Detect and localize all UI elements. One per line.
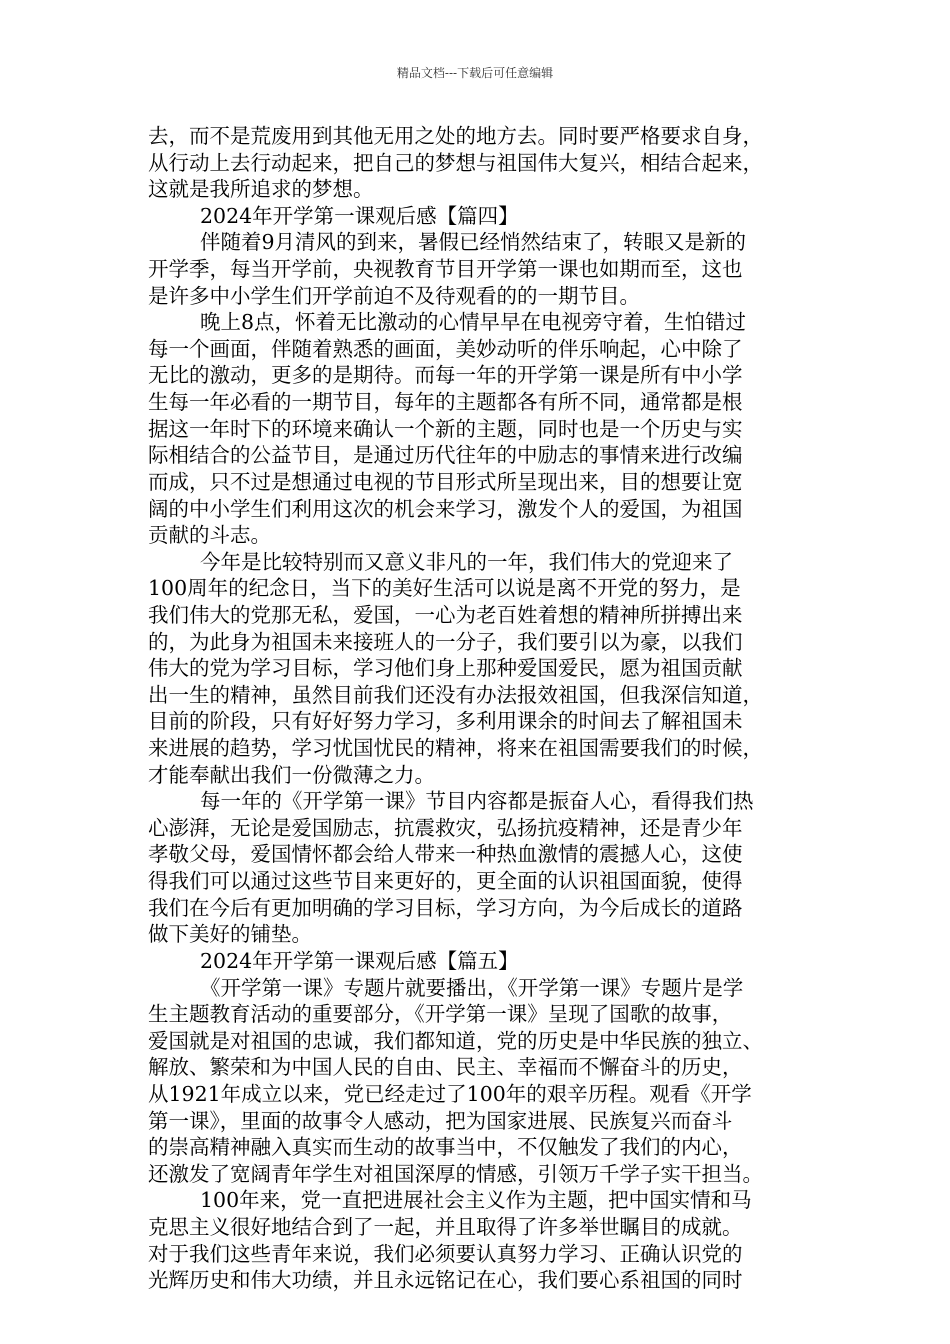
text-line: 孝敬父母，爱国情怀都会给人带来一种热血激情的震撼人心，这使	[148, 842, 743, 867]
text-line: 是许多中小学生们开学前迫不及待观看的的一期节目。	[148, 283, 640, 308]
text-line: 解放、繁荣和为中国人民的自由、民主、幸福而不懈奋斗的历史，	[148, 1055, 743, 1080]
text-line: 做下美好的铺垫。	[148, 922, 312, 947]
text-line: 阔的中小学生们利用这次的机会来学习，激发个人的爱国，为祖国	[148, 496, 743, 521]
text-line: 伴随着9月清风的到来，暑假已经悄然结束了，转眼又是新的	[200, 230, 747, 255]
text-line: 才能奉献出我们一份微薄之力。	[148, 762, 435, 787]
text-line: 无比的激动，更多的是期待。而每一年的开学第一课是所有中小学	[148, 363, 743, 388]
text-line: 的，为此身为祖国未来接班人的一分子，我们要引以为豪，以我们	[148, 629, 743, 654]
text-line: 我们在今后有更加明确的学习目标，学习方向，为今后成长的道路	[148, 895, 743, 920]
text-line: 100周年的纪念日，当下的美好生活可以说是离不开党的努力，是	[148, 576, 741, 601]
page-header: 精品文档---下载后可任意编辑	[396, 66, 554, 80]
text-line: 目前的阶段，只有好好努力学习，多利用课余的时间去了解祖国未	[148, 709, 743, 734]
text-line: 从行动上去行动起来，把自己的梦想与祖国伟大复兴，相结合起来，	[148, 150, 763, 175]
text-line: 据这一年时下的环境来确认一个新的主题，同时也是一个历史与实	[148, 416, 743, 441]
text-line: 每一年的《开学第一课》节目内容都是振奋人心，看得我们热	[200, 789, 754, 814]
text-line: 这就是我所追求的梦想。	[148, 177, 374, 202]
text-line: 来进展的趋势，学习忧国忧民的精神，将来在祖国需要我们的时候，	[148, 736, 763, 761]
text-line: 今年是比较特别而又意义非凡的一年，我们伟大的党迎来了	[200, 549, 733, 574]
text-line: 出一生的精神，虽然目前我们还没有办法报效祖国，但我深信知道，	[148, 682, 763, 707]
text-line: 每一个画面，伴随着熟悉的画面，美妙动听的伴乐响起，心中除了	[148, 336, 743, 361]
text-line: 开学季，每当开学前，央视教育节目开学第一课也如期而至，这也	[148, 257, 743, 282]
text-line: 光辉历史和伟大功绩，并且永远铭记在心，我们要心系祖国的同时	[148, 1268, 743, 1293]
text-line: 而成，只不过是想通过电视的节目形式所呈现出来，目的想要让宽	[148, 469, 743, 494]
text-line: 从1921年成立以来，党已经走过了100年的艰辛历程。观看《开学	[148, 1081, 752, 1106]
text-line: 生主题教育活动的重要部分，《开学第一课》呈现了国歌的故事，	[148, 1002, 733, 1027]
text-line: 对于我们这些青年来说，我们必须要认真努力学习、正确认识党的	[148, 1241, 743, 1266]
text-line: 第一课》，里面的故事令人感动，把为国家进展、民族复兴而奋斗	[148, 1108, 733, 1133]
text-line: 《开学第一课》专题片就要播出，《开学第一课》专题片是学	[200, 975, 744, 1000]
text-line: 贡献的斗志。	[148, 523, 271, 548]
text-line: 爱国就是对祖国的忠诚，我们都知道，党的历史是中华民族的独立、	[148, 1028, 763, 1053]
text-line: 际相结合的公益节目，是通过历代往年的中励志的事情来进行改编	[148, 443, 743, 468]
text-line: 的崇高精神融入真实而生动的故事当中，不仅触发了我们的内心，	[148, 1135, 743, 1160]
text-line: 100年来，党一直把进展社会主义作为主题，把中国实情和马	[200, 1188, 752, 1213]
text-line: 去，而不是荒废用到其他无用之处的地方去。同时要严格要求自身，	[148, 124, 763, 148]
text-line: 克思主义很好地结合到了一起，并且取得了许多举世瞩目的成就。	[148, 1214, 743, 1239]
text-line: 还激发了宽阔青年学生对祖国深厚的情感，引领万千学子实干担当。	[148, 1161, 763, 1186]
text-line: 伟大的党为学习目标，学习他们身上那种爱国爱民，愿为祖国贡献	[148, 656, 743, 681]
text-line: 我们伟大的党那无私，爱国，一心为老百姓着想的精神所拼搏出来	[148, 602, 743, 627]
text-line: 得我们可以通过这些节目来更好的，更全面的认识祖国面貌，使得	[148, 869, 743, 894]
text-line: 2024年开学第一课观后感【篇四】	[200, 203, 519, 228]
text-line: 2024年开学第一课观后感【篇五】	[200, 948, 519, 973]
text-line: 生每一年必看的一期节目，每年的主题都各有所不同，通常都是根	[148, 390, 743, 415]
document-body	[148, 123, 820, 1294]
text-line: 心澎湃，无论是爱国励志，抗震救灾，弘扬抗疫精神，还是青少年	[148, 815, 743, 840]
text-line: 晚上8点，怀着无比激动的心情早早在电视旁守着，生怕错过	[200, 310, 747, 335]
